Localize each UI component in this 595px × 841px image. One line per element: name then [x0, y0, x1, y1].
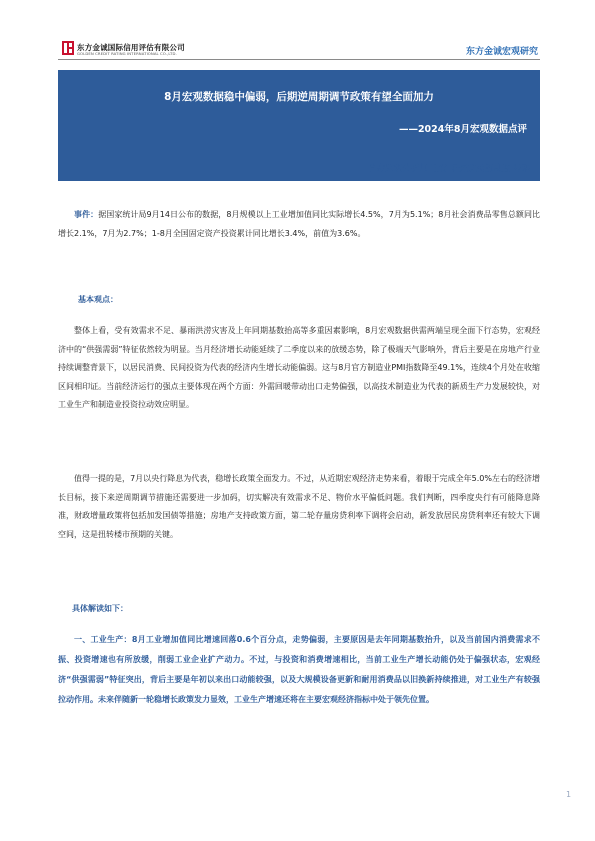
detail-paragraph: 一、工业生产：8月工业增加值同比增速回落0.6个百分点，走势偏弱，主要原因是去年同期基数抬升，以及当前国内消费需求不振、投资增速也有所放缓，削弱工业企业扩产动力。不过，与投资和消费增速相比，当前工业生产增长动能仍处于偏强状态，宏观经济“供强需弱”特征突出，背后主要是年初以来出口动能较强，以及大规模设备更新和耐用消费品以旧换新持续推进，对工业生产有较强拉动作用。未来伴随新一轮稳增长政策发力显效，工业生产增速还将在主要宏观经济指标中处于领先位置。	[58, 635, 540, 704]
authors-line: 首席宏观分析师 王青 研究发展部总监 冯琳	[368, 164, 530, 174]
page-header	[0, 0, 595, 62]
page-number: 1	[566, 790, 572, 799]
body-paragraph: 值得一提的是，7月以央行降息为代表，稳增长政策全面发力。不过，从近期宏观经济走势来看，着眼于完成全年5.0%左右的经济增长目标，接下来逆周期调节措施还需要进一步加码，切实解决有效需求不足、物价水平偏低问题。我们判断，四季度央行有可能降息降准，财政增量政策将包括加发国债等措施；房地产支持政策方面，第二轮存量房贷利率下调将会启动，新发放居民房贷利率还有较大下调空间，这是扭转楼市预期的关键。	[58, 474, 540, 539]
event-text: 据国家统计局9月14日公布的数据，8月规模以上工业增加值同比实际增长4.5%，7月为5.1%；8月社会消费品零售总额同比增长2.1%，7月为2.7%；1-8月全国固定资产投资累计同比增长3.4%，前值为3.6%。	[58, 210, 541, 238]
basic-views-heading: 基本观点：	[78, 295, 118, 304]
header-divider	[58, 59, 540, 60]
company-logo-icon	[62, 41, 74, 55]
report-title: 8月宏观数据稳中偏弱，后期逆周期调节政策有望全面加力	[164, 91, 434, 103]
detail-heading: 具体解读如下：	[72, 604, 128, 613]
event-label: 事件：	[74, 210, 99, 219]
brand-title: 东方金诚宏观研究	[465, 47, 538, 57]
body-paragraph: 整体上看，受有效需求不足、暴雨洪涝灾害及上年同期基数抬高等多重因素影响，8月宏观数据供需两端呈现全面下行态势，宏观经济中的“供强需弱”特征依然较为明显。当月经济增长动能延续了二季度以来的放缓态势，除了极端天气影响外，背后主要是在房地产行业持续调整背景下，以居民消费、民间投资为代表的经济内生增长动能偏弱。这与8月官方制造业PMI指数降至49.1%，连续4个月处在收缩区间相印证。当前经济运行的强点主要体现在两个方面：外需回暖带动出口走势偏强，以高技术制造业为代表的新质生产力发展较快，对工业生产和制造业投资拉动效应明显。	[58, 326, 540, 409]
company-name-en: GOLDEN CREDIT RATING INTERNATIONAL CO.,LTD.	[77, 51, 177, 56]
company-name-cn: 东方金诚国际信用评估有限公司	[77, 43, 185, 52]
report-subtitle: ——2024年8月宏观数据点评	[398, 124, 527, 135]
event-paragraph	[58, 206, 540, 243]
